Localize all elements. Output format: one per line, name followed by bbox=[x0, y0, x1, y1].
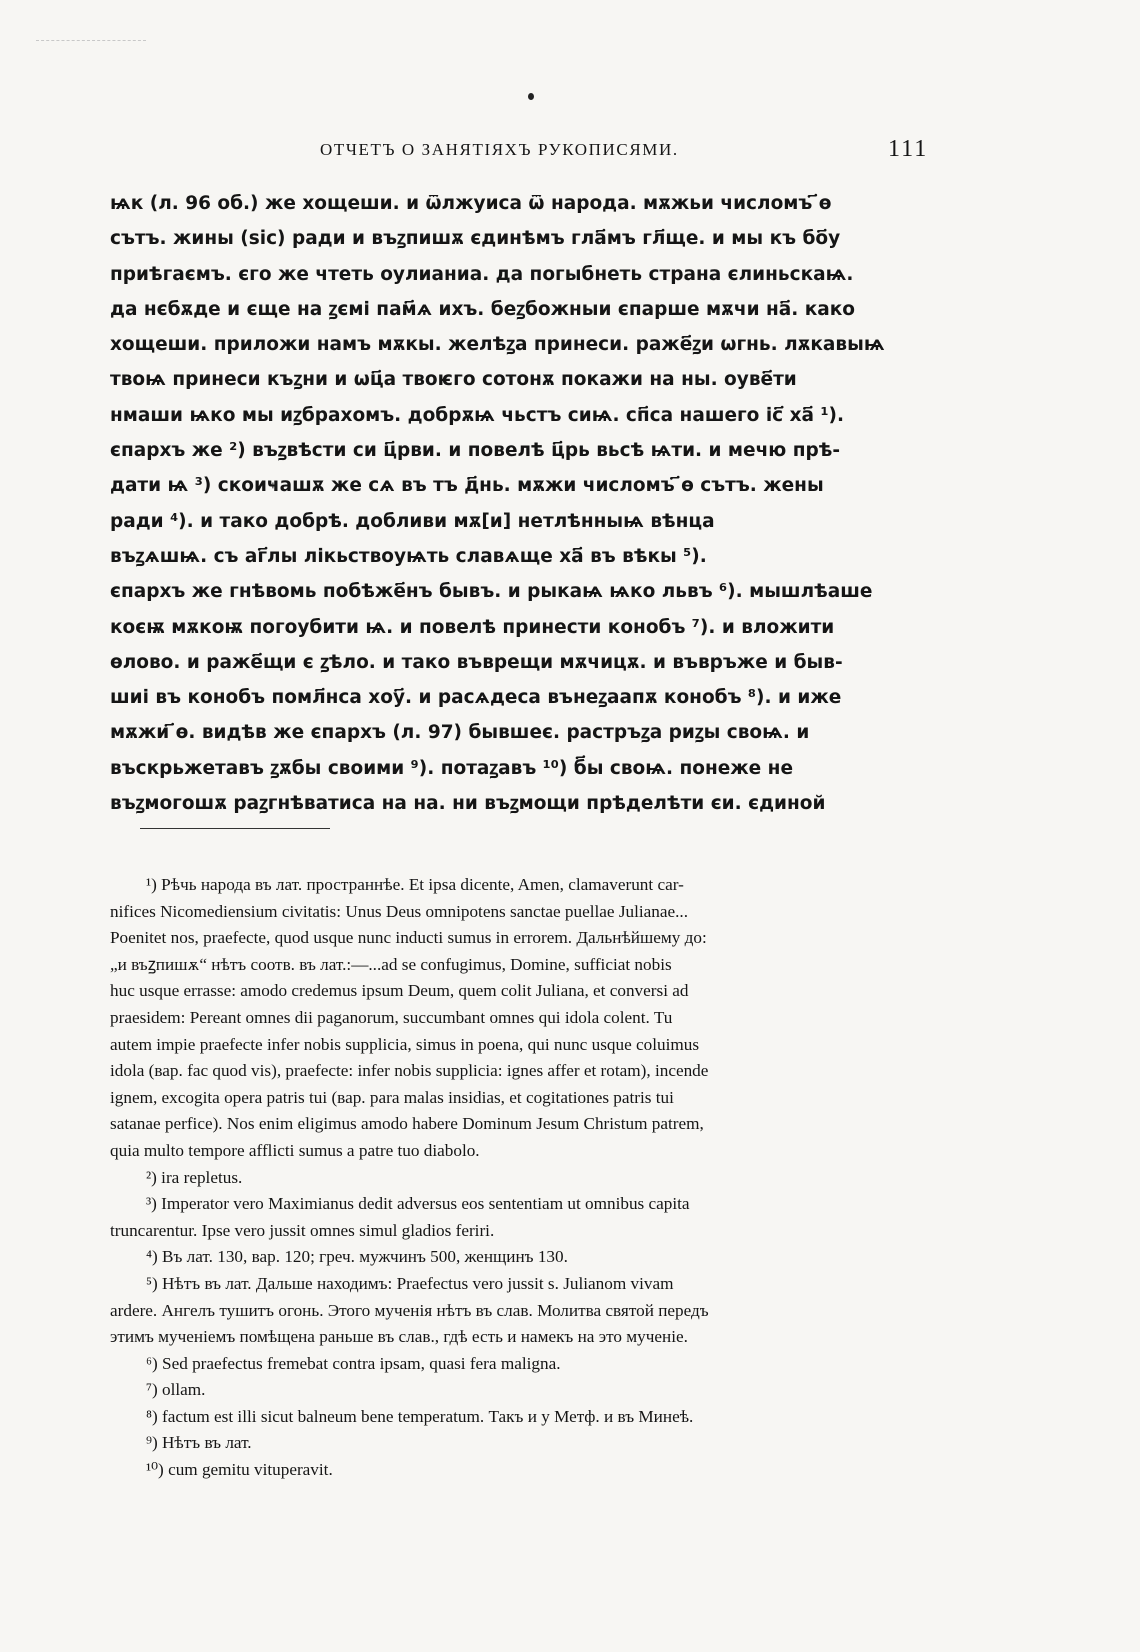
footnote-line: ⁷) ollam. bbox=[146, 1380, 206, 1400]
footnote-line: truncarentur. Ipse vero jussit omnes simul gladios feriri. bbox=[110, 1220, 495, 1240]
text-line: ѩк (л. 96 об.) же хощеши. и ѿлжуиса ѿ народа. мѫжьи числомъ ҃ѳ bbox=[110, 193, 832, 214]
footnote-line: ⁸) factum est illi sicut balneum bene temperatum. Такъ и у Метф. и въ Минеѣ. bbox=[146, 1406, 694, 1426]
text-line: коєѭ мѫкоѭ погоубити ѩ. и повелѣ принести конобъ ⁷). и вложити bbox=[110, 616, 835, 638]
footnote-line: autem impie praefecte infer nobis supplicia, simus in poena, qui nunc usque coluimus bbox=[110, 1034, 700, 1054]
text-line: въꙁмогошѫ раꙁгнѣватиса на на. ни въꙁмощи прѣделѣти єи. єдиной bbox=[110, 793, 826, 815]
footnote-line: quia multo tempore afflicti sumus a patre tuo diabolo. bbox=[110, 1140, 480, 1160]
footnote-line: ardere. Ангелъ тушитъ огонь. Этого мученія нѣтъ въ слав. Молитва святой передъ bbox=[110, 1300, 709, 1320]
text-line: твоѩ принеси къꙁни и ѡц҃а твоѥго сотонѫ покажи на ны. оуве҃ти bbox=[110, 369, 797, 391]
footnote-line: ⁵) Нѣтъ въ лат. Дальше находимъ: Praefectus vero jussit s. Julianom vivam bbox=[146, 1273, 674, 1293]
text-line: мѫжи ҃ѳ. видѣв же єпархъ (л. 97) бывшеє. растръꙁа риꙁы своѩ. и bbox=[110, 722, 810, 744]
footnote-line: ⁴) Въ лат. 130, вар. 120; греч. мужчинъ 500, женщинъ 130. bbox=[146, 1247, 568, 1267]
footnotes-block bbox=[110, 872, 932, 1484]
text-line: въскрьжетавъ ꙁѫбы своими ⁹). потаꙁавъ ¹⁰) б҃ы своѩ. понеже не bbox=[110, 757, 794, 779]
text-line: хощеши. приложи намъ мѫкы. желѣꙁа принеси. раже҃ꙁи ѡгнь. лѫкавыѩ bbox=[110, 334, 885, 356]
text-line: нмаши ѩко мы иꙁбрахомъ. добрѫѩ чьстъ сиѩ. сп҃са нашего іс҃ ха҃ ¹). bbox=[110, 404, 845, 426]
text-line: єпархъ же ²) въꙁвѣсти си ц҃рви. и повелѣ ц҃рь вьсѣ ѩти. и мечю прѣ- bbox=[110, 440, 841, 462]
text-line: да нєбѫде и єще на ꙁємі пам҃ѧ ихъ. беꙁбожныи єпарше мѫчи на҃. како bbox=[110, 298, 856, 320]
footnote-line: huc usque errasse: amodo credemus ipsum Deum, quem colit Juliana, et conversi ad bbox=[110, 981, 689, 1001]
footnote-line: Poenitet nos, praefecte, quod usque nunc inducti sumus in errorem. Дальнѣйшему до: bbox=[110, 928, 707, 948]
ink-dot bbox=[528, 93, 534, 100]
text-line: ради ⁴). и тако добрѣ. добливи мѫ[и] нетлѣнныѩ вѣнца bbox=[110, 510, 715, 532]
scan-artifact bbox=[36, 40, 146, 42]
footnote-line: ⁶) Sed praefectus fremebat contra ipsam, quasi fera maligna. bbox=[146, 1353, 561, 1373]
footnote-line: praesidem: Pereant omnes dii paganorum, succumbant omnes qui idola colent. Tu bbox=[110, 1007, 673, 1027]
text-line: въꙁѧшѩ. съ аг҃лы лікьствоуѩть славѧще ха҃ въ вѣкы ⁵). bbox=[110, 545, 707, 567]
running-head: ОТЧЕТЪ О ЗАНЯТІЯХЪ РУКОПИСЯМИ. bbox=[320, 140, 679, 159]
text-line: сътъ. жины (sic) ради и въꙁпишѫ єдинѣмъ гла҃мъ гл҃ще. и мы къ бо҃у bbox=[110, 228, 841, 250]
footnote-line: ⁹) Нѣтъ въ лат. bbox=[146, 1433, 252, 1453]
footnote-line: nifices Nicomediensium civitatis: Unus Deus omnipotens sanctae puellae Julianae... bbox=[110, 901, 689, 921]
main-text-block bbox=[110, 186, 932, 821]
footnote-line: ³) Imperator vero Maximianus dedit adversus eos sententiam ut omnibus capita bbox=[146, 1194, 690, 1214]
footnote-line: „и въꙁпишѫ“ нѣтъ соотв. въ лат.:—...ad se confugimus, Domine, sufficiat nobis bbox=[110, 954, 672, 974]
footnote-line: satanae perfice). Nos enim eligimus amodo habere Dominum Jesum Christum patrem, bbox=[110, 1114, 704, 1134]
footnote-line: этимъ мученіемъ помѣщена раньше въ слав., гдѣ есть и намекъ на это мученіе. bbox=[110, 1327, 688, 1347]
footnote-line: ²) ira repletus. bbox=[146, 1167, 243, 1187]
text-line: шиі въ конобъ помл҃нса хоу҃. и расѧдеса вънеꙁаапѫ конобъ ⁸). и иже bbox=[110, 687, 842, 709]
footnote-divider bbox=[140, 828, 330, 829]
footnote-line: ¹⁰) cum gemitu vituperavit. bbox=[146, 1460, 333, 1480]
footnote-line: ignem, excogita opera patris tui (вар. para malas insidias, et cogitationes patris tui bbox=[110, 1087, 674, 1107]
footnote-line: ¹) Рѣчь народа въ лат. пространнѣе. Et ipsa dicente, Amen, clamaverunt car- bbox=[146, 875, 684, 894]
text-line: дати ѩ ³) скоиҹашѫ же сѧ въ тъ д҃нь. мѫжи числомъ ҃ѳ сътъ. жены bbox=[110, 475, 824, 497]
page-number: 111 bbox=[888, 136, 929, 162]
text-line: ѳлово. и раже҃щи є ꙁѣло. и тако въврещи мѫчицѫ. и въвръже и быв- bbox=[110, 651, 843, 673]
text-line: приѣгаємъ. єго же чтеть оулианиа. да погыбнеть страна єлиньскаѩ. bbox=[110, 263, 854, 285]
text-line: єпархъ же гнѣвомь побѣже҃нъ бывъ. и рыкаѩ ѩко львъ ⁶). мышлѣаше bbox=[110, 581, 873, 603]
footnote-line: idola (вар. fac quod vis), praefecte: infer nobis supplicia: ignes affer et rotam), incende bbox=[110, 1061, 709, 1081]
